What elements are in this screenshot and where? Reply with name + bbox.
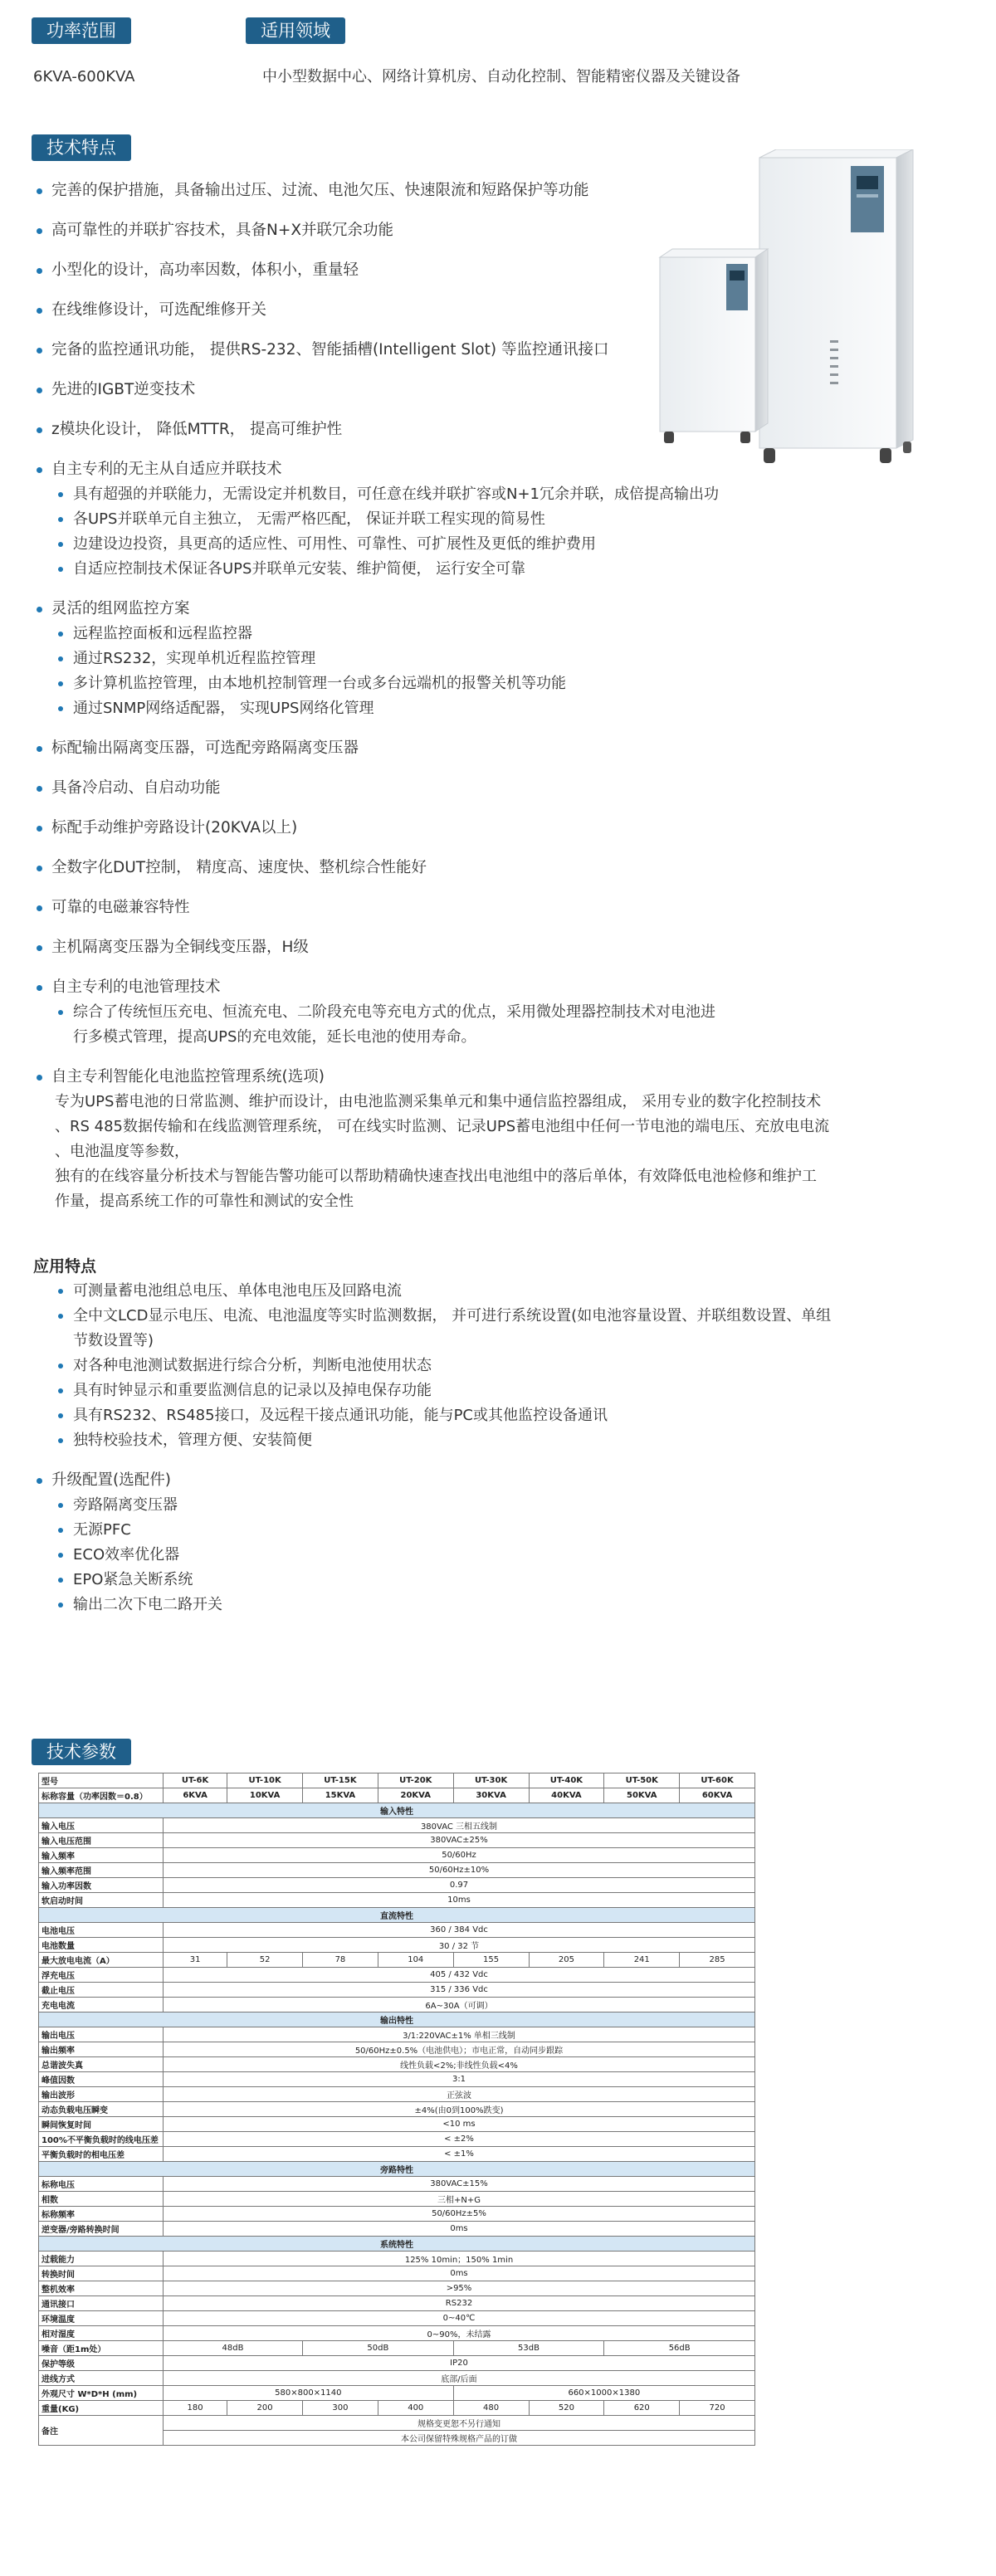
feature-item: 多计算机监控管理，由本地机控制管理一台或多台远端机的报警关机等功能 [33, 671, 963, 696]
table-cell: 线性负载<2%;非线性负载<4% [164, 2057, 755, 2072]
table-cell: 整机效率 [39, 2281, 164, 2296]
table-cell: UT-15K [303, 1773, 378, 1788]
tech-features-tag: 技术特点 [32, 134, 131, 161]
table-cell: 30 / 32 节 [164, 1938, 755, 1953]
table-row [39, 2281, 755, 2296]
table-row [39, 1998, 755, 2013]
paragraph-line: 专为UPS蓄电池的日常监测、维护而设计，由电池监测采集单元和集中通信监控器组成， 采用专业的数字化控制技术 [55, 1093, 822, 1110]
feature-list [33, 178, 963, 1617]
table-cell: 720 [680, 2401, 755, 2416]
table-cell: 50/60Hz [164, 1848, 755, 1863]
table-cell: 520 [529, 2401, 604, 2416]
table-cell: 通讯接口 [39, 2296, 164, 2311]
table-cell: 输入电压范围 [39, 1833, 164, 1848]
table-cell: 104 [378, 1953, 453, 1968]
table-cell: 保护等级 [39, 2356, 164, 2371]
table-row [39, 1848, 755, 1863]
table-cell: 输出特性 [39, 2013, 755, 2027]
table-cell: 输入功率因数 [39, 1878, 164, 1893]
table-cell: 380VAC±25% [164, 1833, 755, 1848]
table-cell: 15KVA [303, 1788, 378, 1803]
table-cell: 三相+N+G [164, 2192, 755, 2207]
feature-item: z模块化设计， 降低MTTR， 提高可维护性 [33, 417, 963, 442]
table-cell: 瞬间恢复时间 [39, 2117, 164, 2132]
table-cell: 充电电流 [39, 1998, 164, 2013]
table-cell: 浮充电压 [39, 1968, 164, 1983]
feature-item: 完善的保护措施，具备输出过压、过流、电池欠压、快速限流和短路保护等功能 [33, 178, 963, 203]
table-cell: 系统特性 [39, 2237, 755, 2252]
feature-item: 自适应控制技术保证各UPS并联单元安装、维护简便， 运行安全可靠 [33, 557, 963, 582]
feature-item: 行多模式管理，提高UPS的充电效能，延长电池的使用寿命。 [73, 1028, 476, 1046]
feature-item: ECO效率优化器 [33, 1543, 963, 1568]
feature-item: 具备冷启动、自启动功能 [33, 776, 963, 801]
table-cell: 50KVA [604, 1788, 680, 1803]
feature-item: 无源PFC [33, 1518, 963, 1543]
table-cell: 10KVA [227, 1788, 303, 1803]
feature-item: 远程监控面板和远程监控器 [33, 622, 963, 646]
paragraph-line: 作量，提高系统工作的可靠性和测试的安全性 [55, 1193, 354, 1210]
table-row [39, 2266, 755, 2281]
table-row [39, 2147, 755, 2162]
table-row [39, 2207, 755, 2222]
table-row [39, 2027, 755, 2042]
table-cell: 直流特性 [39, 1908, 755, 1923]
table-cell: 输入电压 [39, 1818, 164, 1833]
feature-item: EPO紧急关断系统 [33, 1568, 963, 1593]
usage-field-value: 中小型数据中心、网络计算机房、自动化控制、智能精密仪器及关键设备 [262, 68, 740, 85]
table-cell: UT-50K [604, 1773, 680, 1788]
table-cell: 580×800×1140 [164, 2386, 454, 2401]
table-cell: 380VAC 三相五线制 [164, 1818, 755, 1833]
table-cell: 环境温度 [39, 2311, 164, 2326]
feature-item: 可测量蓄电池组总电压、单体电池电压及回路电流 [33, 1279, 963, 1304]
table-cell: 200 [227, 2401, 303, 2416]
table-cell: 60KVA [680, 1788, 755, 1803]
table-cell: 转换时间 [39, 2266, 164, 2281]
table-row [39, 2132, 755, 2147]
table-cell: < ±1% [164, 2147, 755, 2162]
table-cell: 40KVA [529, 1788, 604, 1803]
feature-item: 通过RS232，实现单机近程监控管理 [33, 646, 963, 671]
table-cell: UT-30K [453, 1773, 529, 1788]
table-cell: 620 [604, 2401, 680, 2416]
feature-item: 通过SNMP网络适配器， 实现UPS网络化管理 [33, 696, 963, 721]
table-cell: 315 / 336 Vdc [164, 1983, 755, 1998]
table-cell: 总谐波失真 [39, 2057, 164, 2072]
table-cell: RS232 [164, 2296, 755, 2311]
table-cell: 相数 [39, 2192, 164, 2207]
table-row [39, 2311, 755, 2326]
table-cell: 480 [453, 2401, 529, 2416]
table-cell: 10ms [164, 1893, 755, 1908]
table-cell: 输入频率范围 [39, 1863, 164, 1878]
table-cell: >95% [164, 2281, 755, 2296]
feature-item: 灵活的组网监控方案 [33, 597, 963, 622]
table-row [39, 2401, 755, 2416]
table-cell: 6A~30A（可调） [164, 1998, 755, 2013]
feature-item: 综合了传统恒压充电、恒流充电、二阶段充电等充电方式的优点，采用微处理器控制技术对电池进 [33, 1000, 963, 1025]
table-cell: 3/1:220VAC±1% 单相三线制 [164, 2027, 755, 2042]
table-cell: 0~40℃ [164, 2311, 755, 2326]
table-cell: 50dB [303, 2341, 454, 2356]
table-row [39, 2057, 755, 2072]
table-row [39, 2326, 755, 2341]
table-row [39, 1968, 755, 1983]
table-cell: 0ms [164, 2266, 755, 2281]
table-cell: 峰值因数 [39, 2072, 164, 2087]
feature-item: 完备的监控通讯功能， 提供RS-232、智能插槽(Intelligent Slot) 等监控通讯接口 [33, 338, 963, 363]
table-row [39, 1908, 755, 1923]
power-range-tag: 功率范围 [32, 17, 131, 44]
table-cell: UT-40K [529, 1773, 604, 1788]
table-row [39, 1938, 755, 1953]
table-cell: 56dB [604, 2341, 755, 2356]
feature-item: 在线维修设计，可选配维修开关 [33, 298, 963, 323]
table-cell: 53dB [453, 2341, 604, 2356]
section-heading: 应用特点 [33, 1257, 97, 1276]
table-row [39, 2222, 755, 2237]
feature-item: 标配手动维护旁路设计(20KVA以上) [33, 816, 963, 841]
table-cell: UT-60K [680, 1773, 755, 1788]
feature-item: 旁路隔离变压器 [33, 1493, 963, 1518]
table-cell: 电池电压 [39, 1923, 164, 1938]
table-cell: 360 / 384 Vdc [164, 1923, 755, 1938]
tech-params-tag: 技术参数 [32, 1739, 131, 1765]
table-row [39, 2416, 755, 2431]
table-cell: 型号 [39, 1773, 164, 1788]
table-cell: 31 [164, 1953, 227, 1968]
table-cell: 20KVA [378, 1788, 453, 1803]
table-cell: 重量(KG) [39, 2401, 164, 2416]
table-cell: 285 [680, 1953, 755, 1968]
feature-item: 节数设置等) [73, 1332, 154, 1349]
table-cell: 输出波形 [39, 2087, 164, 2102]
table-cell: 规格变更恕不另行通知 [164, 2416, 755, 2431]
table-cell: 电池数量 [39, 1938, 164, 1953]
table-cell: 180 [164, 2401, 227, 2416]
table-cell: 输入频率 [39, 1848, 164, 1863]
table-cell: IP20 [164, 2356, 755, 2371]
table-cell: 最大放电电流（A） [39, 1953, 164, 1968]
paragraph-line: 、RS 485数据传输和在线监测管理系统， 可在线实时监测、记录UPS蓄电池组中任何一节电池的端电压、充放电电流 [55, 1118, 830, 1135]
table-row [39, 2072, 755, 2087]
table-cell: 标称频率 [39, 2207, 164, 2222]
feature-item: 边建设边投资，具更高的适应性、可用性、可靠性、可扩展性及更低的维护费用 [33, 532, 963, 557]
feature-item: 对各种电池测试数据进行综合分析，判断电池使用状态 [33, 1354, 963, 1378]
table-cell: 相对湿度 [39, 2326, 164, 2341]
table-row [39, 2356, 755, 2371]
table-cell: UT-6K [164, 1773, 227, 1788]
table-cell: 外观尺寸 W*D*H (mm) [39, 2386, 164, 2401]
table-row [39, 2237, 755, 2252]
table-cell: 30KVA [453, 1788, 529, 1803]
paragraph-line: 独有的在线容量分析技术与智能告警功能可以帮助精确快速查找出电池组中的落后单体，有效降低电池检修和维护工 [55, 1168, 817, 1185]
table-cell: 78 [303, 1953, 378, 1968]
table-row [39, 2296, 755, 2311]
feature-item: 各UPS并联单元自主独立， 无需严格匹配， 保证并联工程实现的简易性 [33, 507, 963, 532]
table-cell: 125% 10min；150% 1min [164, 2252, 755, 2266]
table-cell: 660×1000×1380 [453, 2386, 754, 2401]
table-cell: 输出频率 [39, 2042, 164, 2057]
table-cell: 过载能力 [39, 2252, 164, 2266]
table-cell: 备注 [39, 2416, 164, 2446]
table-row [39, 2087, 755, 2102]
feature-item: 输出二次下电二路开关 [33, 1593, 963, 1617]
table-cell: 100%不平衡负载时的线电压差 [39, 2132, 164, 2147]
table-cell: 6KVA [164, 1788, 227, 1803]
table-cell: 50/60Hz±0.5%（电池供电）；市电正常，自动同步跟踪 [164, 2042, 755, 2057]
table-cell: 300 [303, 2401, 378, 2416]
table-row [39, 2162, 755, 2177]
table-cell: 平衡负载时的相电压差 [39, 2147, 164, 2162]
table-cell: 0ms [164, 2222, 755, 2237]
feature-item: 全数字化DUT控制， 精度高、速度快、整机综合性能好 [33, 856, 963, 881]
table-cell: 底部/后面 [164, 2371, 755, 2386]
table-cell: 50/60Hz±5% [164, 2207, 755, 2222]
table-cell: 输出电压 [39, 2027, 164, 2042]
table-cell: 标称容量（功率因数＝0.8） [39, 1788, 164, 1803]
table-cell: 进线方式 [39, 2371, 164, 2386]
table-row [39, 2102, 755, 2117]
table-cell: <10 ms [164, 2117, 755, 2132]
table-row [39, 2177, 755, 2192]
table-cell: 动态负载电压瞬变 [39, 2102, 164, 2117]
table-cell: 241 [604, 1953, 680, 1968]
table-row [39, 2042, 755, 2057]
table-row [39, 1983, 755, 1998]
feature-item: 标配输出隔离变压器，可选配旁路隔离变压器 [33, 736, 963, 761]
table-cell: 本公司保留特殊规格产品的订做 [164, 2431, 755, 2446]
table-row [39, 2117, 755, 2132]
table-cell: 噪音（距1m处） [39, 2341, 164, 2356]
table-cell: UT-20K [378, 1773, 453, 1788]
table-cell: 380VAC±15% [164, 2177, 755, 2192]
table-row [39, 2013, 755, 2027]
table-row [39, 1833, 755, 1848]
table-row [39, 2341, 755, 2356]
table-cell: 48dB [164, 2341, 303, 2356]
table-cell: < ±2% [164, 2132, 755, 2147]
feature-item: 自主专利智能化电池监控管理系统(选项) [33, 1065, 963, 1090]
feature-item: 自主专利的无主从自适应并联技术 [33, 457, 963, 482]
table-row [39, 1923, 755, 1938]
table-row [39, 1788, 755, 1803]
usage-field-tag: 适用领域 [246, 17, 345, 44]
feature-item: 全中文LCD显示电压、电流、电池温度等实时监测数据， 并可进行系统设置(如电池容量设置、并联组数设置、单组 [33, 1304, 963, 1329]
table-cell: 0~90%，未结露 [164, 2326, 755, 2341]
table-row [39, 1773, 755, 1788]
table-row [39, 1863, 755, 1878]
feature-item: 升级配置(选配件) [33, 1468, 963, 1493]
table-cell: 标称电压 [39, 2177, 164, 2192]
table-row [39, 1818, 755, 1833]
table-cell: 405 / 432 Vdc [164, 1968, 755, 1983]
feature-item: 具有超强的并联能力，无需设定并机数目，可任意在线并联扩容或N+1冗余并联，成倍提高输出功 [33, 482, 963, 507]
table-row [39, 1953, 755, 1968]
spec-table [38, 1773, 755, 2446]
feature-item: 独特校验技术，管理方便、安装简便 [33, 1428, 963, 1453]
table-cell: 旁路特性 [39, 2162, 755, 2177]
table-cell: 输入特性 [39, 1803, 755, 1818]
table-row [39, 2192, 755, 2207]
feature-item: 主机隔离变压器为全铜线变压器，H级 [33, 935, 963, 960]
table-row [39, 2252, 755, 2266]
table-cell: UT-10K [227, 1773, 303, 1788]
feature-item: 先进的IGBT逆变技术 [33, 378, 963, 402]
feature-item: 小型化的设计，高功率因数，体积小，重量轻 [33, 258, 963, 283]
power-range-value: 6KVA-600KVA [33, 68, 135, 85]
feature-item: 具有时钟显示和重要监测信息的记录以及掉电保存功能 [33, 1378, 963, 1403]
table-cell: 155 [453, 1953, 529, 1968]
table-cell: 52 [227, 1953, 303, 1968]
table-cell: 3:1 [164, 2072, 755, 2087]
paragraph-line: 、电池温度等参数， [55, 1143, 189, 1160]
feature-item: 具有RS232、RS485接口，及远程干接点通讯功能，能与PC或其他监控设备通讯 [33, 1403, 963, 1428]
table-row [39, 1878, 755, 1893]
table-row [39, 1803, 755, 1818]
table-cell: ±4%(由0到100%跌变) [164, 2102, 755, 2117]
feature-item: 自主专利的电池管理技术 [33, 975, 963, 1000]
table-cell: 205 [529, 1953, 604, 1968]
table-row [39, 2371, 755, 2386]
table-cell: 0.97 [164, 1878, 755, 1893]
feature-item: 高可靠性的并联扩容技术，具备N+X并联冗余功能 [33, 218, 963, 243]
feature-item: 可靠的电磁兼容特性 [33, 895, 963, 920]
table-row [39, 1893, 755, 1908]
table-cell: 软启动时间 [39, 1893, 164, 1908]
table-cell: 正弦波 [164, 2087, 755, 2102]
table-cell: 截止电压 [39, 1983, 164, 1998]
table-cell: 逆变器/旁路转换时间 [39, 2222, 164, 2237]
table-cell: 50/60Hz±10% [164, 1863, 755, 1878]
table-row [39, 2386, 755, 2401]
table-cell: 400 [378, 2401, 453, 2416]
